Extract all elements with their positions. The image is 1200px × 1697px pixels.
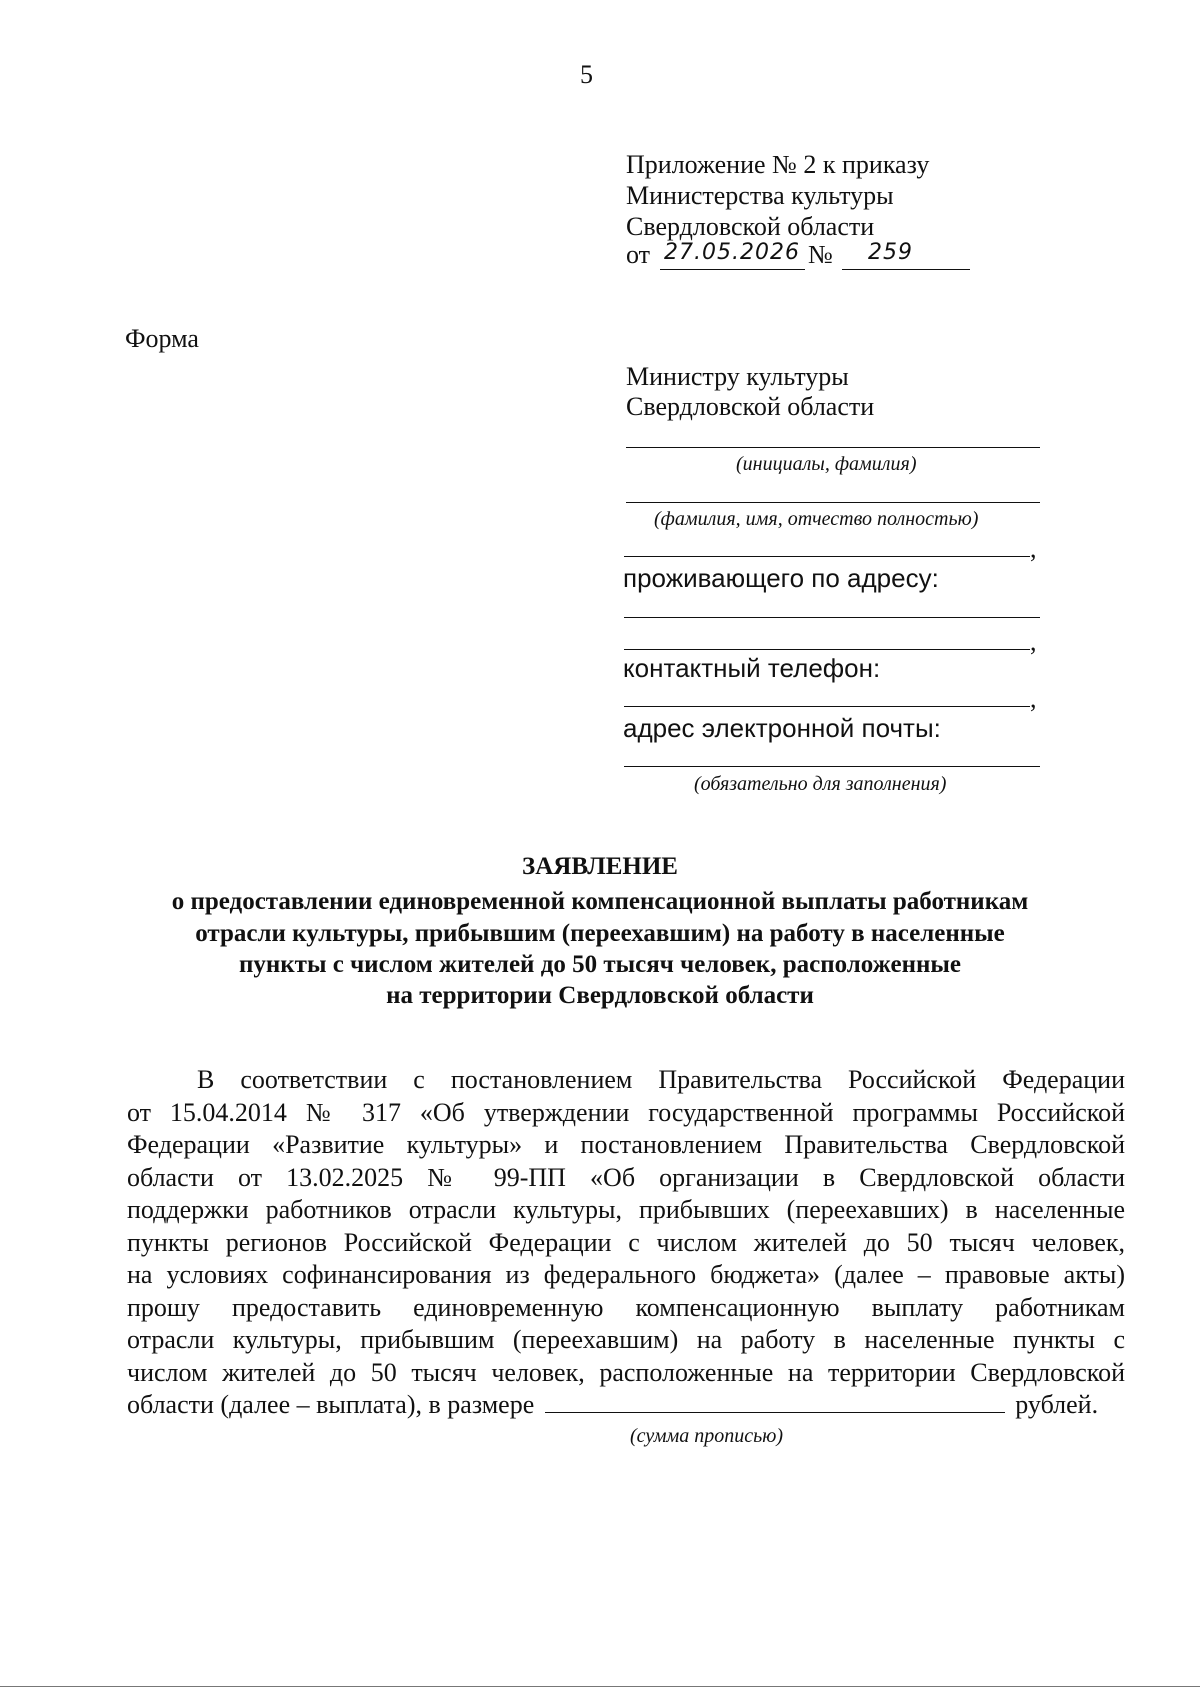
amount-field[interactable] — [545, 1390, 1005, 1413]
body-line: поддержки работников отрасли культуры, прибывших (переехавших) в населенные — [127, 1195, 1125, 1224]
number-underline — [842, 269, 970, 270]
address-line-1 — [624, 617, 1040, 618]
addressee-line-1: Министру культуры — [626, 362, 849, 391]
statement-title-line-3: пункты с числом жителей до 50 тысяч человек, расположенные — [238, 951, 962, 978]
form-label: Форма — [125, 324, 199, 353]
page-bottom-edge — [0, 1686, 1200, 1687]
body-last-line — [127, 1389, 1125, 1422]
page-number: 5 — [580, 60, 593, 89]
initials-line — [626, 447, 1040, 448]
phone-line — [624, 706, 1030, 707]
appendix-line-2: Министерства культуры — [626, 181, 894, 210]
address-label: проживающего по адресу: — [623, 563, 939, 593]
statement-body — [127, 1064, 1125, 1422]
appendix-date-value: 27.05.2026 — [664, 240, 800, 265]
body-last-line-end: рублей. — [1015, 1390, 1099, 1419]
hint-initials: (инициалы, фамилия) — [736, 453, 917, 475]
date-underline — [660, 269, 805, 270]
fullname-line-2 — [624, 556, 1030, 557]
address-line-2 — [624, 649, 1030, 650]
appendix-line-1: Приложение № 2 к приказу — [626, 150, 930, 179]
body-line: на условиях софинансирования из федерального бюджета» (далее – правовые акты) — [127, 1260, 1125, 1289]
body-line: области от 13.02.2025 № 99-ПП «Об организации в Свердловской области — [127, 1162, 1125, 1192]
appendix-date-prefix: от — [626, 240, 651, 269]
hint-amount: (сумма прописью) — [630, 1425, 784, 1447]
body-line: прошу предоставить единовременную компенсационную выплату работникам — [127, 1292, 1125, 1322]
email-line — [624, 766, 1040, 767]
body-line: В соответствии с постановлением Правительства Российской Федерации — [197, 1065, 1125, 1094]
statement-heading: ЗАЯВЛЕНИЕ — [522, 853, 678, 880]
statement-title-line-1: о предоставлении единовременной компенсационной выплаты работникам — [171, 888, 1029, 915]
body-line: Федерации «Развитие культуры» и постановлением Правительства Свердловской — [127, 1130, 1125, 1159]
appendix-line-3: Свердловской области — [626, 212, 875, 241]
hint-required: (обязательно для заполнения) — [694, 773, 947, 795]
email-label: адрес электронной почты: — [623, 713, 941, 743]
statement-title-line-2: отрасли культуры, прибывшим (переехавшим) на работу в населенные — [195, 920, 1005, 947]
appendix-number-sign: № — [808, 240, 833, 269]
hint-fullname: (фамилия, имя, отчество полностью) — [654, 508, 979, 530]
statement-title-line-4: на территории Свердловской области — [386, 982, 814, 1009]
phone-label: контактный телефон: — [623, 653, 881, 683]
body-line: пункты регионов Российской Федерации с числом жителей до 50 тысяч человек, — [127, 1227, 1125, 1257]
fullname-line — [626, 502, 1040, 503]
body-line: числом жителей до 50 тысяч человек, расположенные на территории Свердловской — [127, 1357, 1125, 1387]
body-line: от 15.04.2014 № 317 «Об утверждении государственной программы Российской — [127, 1097, 1125, 1127]
document-page: 5 Приложение № 2 к приказу Министерства культуры Свердловской области от 27.05.2026 № 259 Форма Министру культуры Свердловской области (инициалы, фамилия) (фамилия, имя, отчество полностью) , проживающего по адресу: , контактный телефон: , адрес электронной почты: (обязательно для заполнения) ЗАЯВЛЕНИЕ о предоставлении единовременной компенсационной выплаты работникам отрасли культуры, прибывшим (переехавшим) на работу в населенные пункты с числом жителей до 50 тысяч человек, расположенные на территории Свердловской области В соответствии с постановлением Правительства Российской Федерации от 15.04.2014 № 317 «Об утверждении государственной программы Российской Федерации «Развитие культуры» и постановлением Правительства Свердловской области от 13.02.2025 № 99-ПП «Об организации в Свердловской области поддержки работников отрасли культуры, прибывших (переехавших) в населенные пункты регионов Российской Федерации с числом жителей до 50 тысяч человек, на условиях софинансирования из федерального бюджета» (далее – правовые акты) прошу предоставить единовременную компенсационную выплату работникам отрасли культуры, прибывшим (переехавшим) на работу в населенные пункты с числом жителей до 50 тысяч человек, расположенные на территории Свердловской области (далее – выплата), в размере рублей. (сумма прописью) — [0, 0, 1200, 1697]
appendix-number-value: 259 — [868, 240, 913, 265]
body-last-line-start: области (далее – выплата), в размере — [127, 1390, 535, 1419]
body-line: отрасли культуры, прибывшим (переехавшим) на работу в населенные пункты с — [127, 1325, 1125, 1354]
addressee-line-2: Свердловской области — [626, 392, 875, 421]
